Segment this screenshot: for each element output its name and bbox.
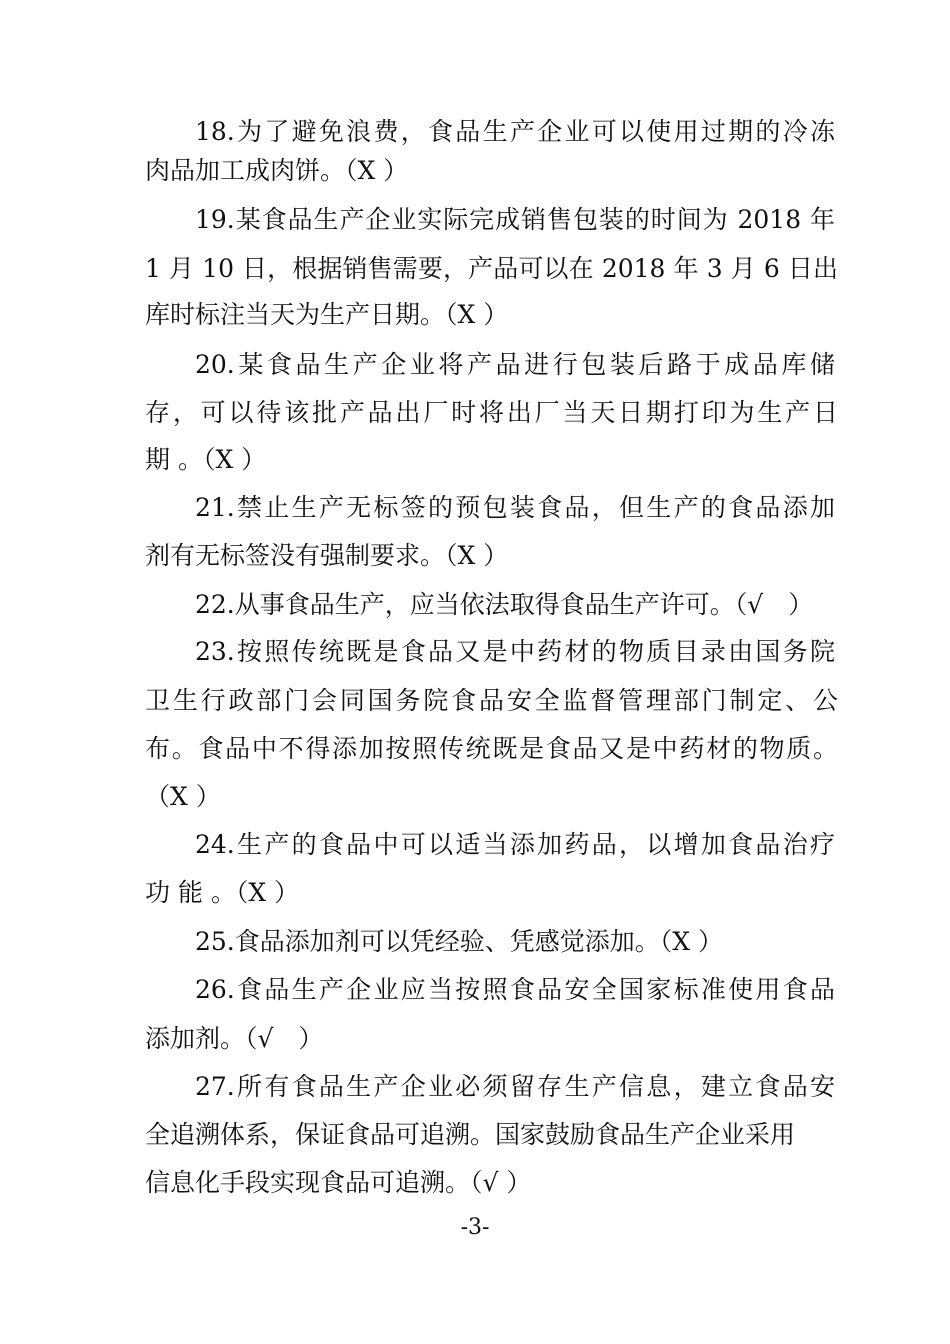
- text-line: 卫生行政部门会同国务院食品安全监督管理部门制定、公: [145, 686, 838, 715]
- text-line: 期 。（X ）: [145, 445, 267, 474]
- text-line: 23.按照传统既是食品又是中药材的物质目录由国务院: [195, 637, 835, 666]
- text-line: 信息化手段实现食品可追溯。（√ ）: [145, 1168, 532, 1197]
- text-line: 功 能 。（X ）: [145, 878, 300, 907]
- text-line: 25.食品添加剂可以凭经验、凭感觉添加。（X ）: [195, 927, 724, 956]
- text-line: 添加剂。（√ ）: [145, 1024, 324, 1053]
- text-line: 18.为了避免浪费，食品生产企业可以使用过期的冷冻: [195, 117, 835, 146]
- text-line: 21.禁止生产无标签的预包装食品，但生产的食品添加: [195, 493, 835, 522]
- text-line: （X ）: [145, 782, 221, 811]
- text-line: 24.生产的食品中可以适当添加药品，以增加食品治疗: [195, 830, 835, 859]
- text-line: 20.某食品生产企业将产品进行包装后路于成品库储: [195, 350, 835, 379]
- text-line: 1 月 10 日，根据销售需要，产品可以在 2018 年 3 月 6 日出: [145, 254, 838, 283]
- text-line: 全追溯体系，保证食品可追溯。国家鼓励食品生产企业采用: [145, 1120, 796, 1149]
- text-line: 布。食品中不得添加按照传统既是食品又是中药材的物质。: [145, 734, 838, 763]
- text-line: 肉品加工成肉饼。（X ）: [145, 156, 409, 185]
- text-line: 剂有无标签没有强制要求。（X ）: [145, 541, 509, 570]
- text-line: 26.食品生产企业应当按照食品安全国家标准使用食品: [195, 975, 835, 1004]
- text-line: 19.某食品生产企业实际完成销售包装的时间为 2018 年: [195, 205, 835, 234]
- page-number: -3-: [460, 1215, 490, 1240]
- text-line: 27.所有食品生产企业必须留存生产信息，建立食品安: [195, 1072, 835, 1101]
- text-line: 存，可以待该批产品出厂时将出厂当天日期打印为生产日: [145, 398, 838, 427]
- text-line: 库时标注当天为生产日期。（X ）: [145, 300, 509, 329]
- text-line: 22.从事食品生产，应当依法取得食品生产许可。（√ ）: [195, 590, 814, 619]
